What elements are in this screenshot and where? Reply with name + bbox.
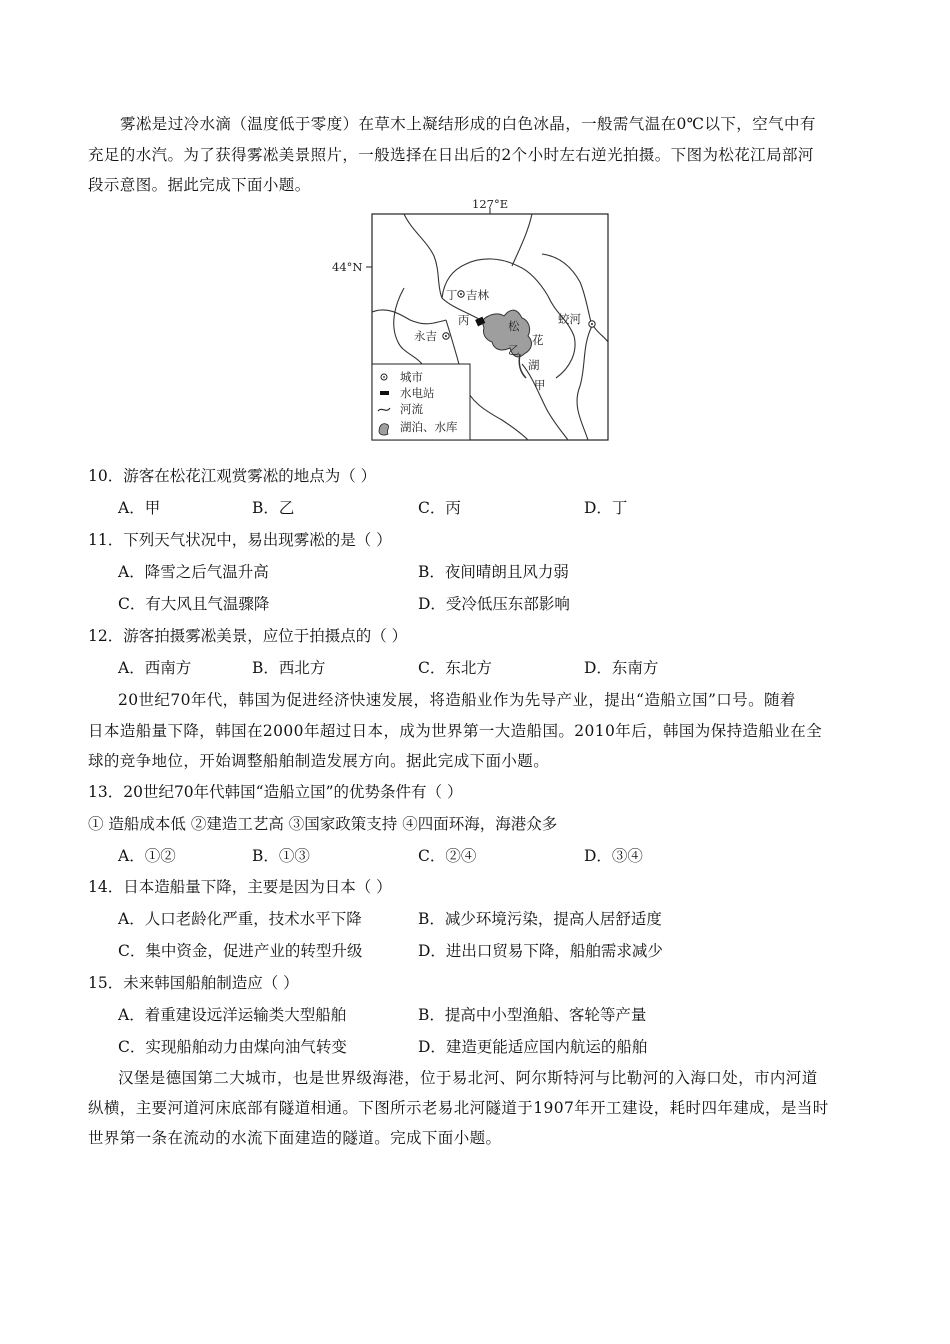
question-13-statements: ① 造船成本低 ②建造工艺高 ③国家政策支持 ④四面环海，海港众多 (88, 815, 558, 833)
question-15-option-a: A．着重建设远洋运输类大型船舶 (118, 1006, 347, 1024)
label-hua: 花 (532, 333, 544, 347)
question-10-option-c: C．丙 (418, 499, 461, 517)
question-10-option-a: A．甲 (118, 499, 161, 517)
river (372, 310, 446, 324)
question-15-option-c: C．实现船舶动力由煤向油气转变 (118, 1038, 347, 1056)
question-12-option-d: D．东南方 (584, 659, 659, 677)
legend-city: 城市 (400, 370, 423, 384)
passage2-line2: 日本造船量下降，韩国在2000年超过日本，成为世界第一大造船国。2010年后，韩国为保持造船业在全 (88, 722, 822, 740)
passage2-line3: 球的竞争地位，开始调整船舶制造发展方向。据此完成下面小题。 (88, 752, 550, 770)
passage2-line1: 20世纪70年代，韩国为促进经济快速发展，将造船业作为先导产业，提出“造船立国”口号。随着 (118, 691, 796, 709)
question-15-option-b: B．提高中小型渔船、客轮等产量 (418, 1006, 647, 1024)
label-jiaohe: 蛟河 (558, 312, 581, 326)
legend-hydro-icon (380, 391, 389, 395)
question-14-option-b: B．减少环境污染，提高人居舒适度 (418, 910, 662, 928)
river (512, 214, 532, 266)
label-jilin: 吉林 (466, 288, 489, 302)
legend-lake-icon (379, 424, 389, 435)
question-12-stem: 12．游客拍摄雾凇美景，应位于拍摄点的（ ） (88, 627, 408, 645)
songhua-river-map (332, 196, 610, 444)
question-11-option-b: B．夜间晴朗且风力弱 (418, 563, 569, 581)
songhua-lake (482, 310, 531, 357)
longitude-label: 127°E (472, 197, 509, 211)
question-14-option-d: D．进出口贸易下降，船舶需求减少 (418, 942, 663, 960)
passage3-line1: 汉堡是德国第二大城市，也是世界级海港，位于易北河、阿尔斯特河与比勒河的入海口处，市内河道 (118, 1069, 818, 1087)
river (394, 288, 422, 364)
question-12-option-c: C．东北方 (418, 659, 492, 677)
river (404, 214, 482, 321)
question-13-option-c: C．②④ (418, 847, 477, 865)
label-bing: 丙 (458, 313, 470, 327)
river (519, 354, 526, 378)
legend-river: 河流 (400, 402, 423, 416)
question-14-stem: 14．日本造船量下降，主要是因为日本（ ） (88, 878, 392, 896)
legend-lake: 湖泊、水库 (400, 420, 458, 434)
question-10-option-d: D．丁 (584, 499, 628, 517)
river (522, 364, 568, 440)
question-11-option-c: C．有大风且气温骤降 (118, 595, 270, 613)
label-yi: 乙 (508, 343, 520, 357)
question-10-stem: 10．游客在松花江观赏雾凇的地点为（ ） (88, 467, 377, 485)
label-jia: 甲 (534, 378, 546, 392)
label-hu: 湖 (528, 358, 540, 372)
question-13-option-a: A．①② (118, 847, 176, 865)
question-14-option-a: A．人口老龄化严重，技术水平下降 (118, 910, 362, 928)
label-yongji: 永吉 (414, 329, 437, 343)
question-13-stem: 13．20世纪70年代韩国“造船立国”的优势条件有（ ） (88, 783, 463, 801)
question-11-option-d: D．受冷低压东部影响 (418, 595, 570, 613)
passage1-line1: 雾凇是过冷水滴（温度低于零度）在草木上凝结形成的白色冰晶，一般需气温在0℃以下，空气中有 (120, 115, 816, 133)
latitude-label: 44°N (332, 260, 363, 274)
question-15-option-d: D．建造更能适应国内航运的船舶 (418, 1038, 648, 1056)
passage1-line3: 段示意图。据此完成下面小题。 (88, 176, 311, 194)
river (577, 326, 592, 440)
question-11-option-a: A．降雪之后气温升高 (118, 563, 269, 581)
question-11-stem: 11．下列天气状况中，易出现雾凇的是（ ） (88, 531, 392, 549)
question-13-option-d: D．③④ (584, 847, 643, 865)
question-15-stem: 15．未来韩国船舶制造应（ ） (88, 974, 299, 992)
question-10-option-b: B．乙 (252, 499, 295, 517)
label-ding: 丁 (446, 288, 458, 302)
passage3-line3: 世界第一条在流动的水流下面建造的隧道。完成下面小题。 (88, 1129, 502, 1147)
question-12-option-b: B．西北方 (252, 659, 326, 677)
passage3-line2: 纵横，主要河道河床底部有隧道相通。下图所示老易北河隧道于1907年开工建设，耗时四年建成，是当时 (88, 1099, 829, 1117)
passage1-line2: 充足的水汽。为了获得雾凇美景照片，一般选择在日出后的2个小时左右逆光拍摄。下图为松花江局部河 (88, 146, 814, 164)
river (548, 296, 575, 378)
question-14-option-c: C．集中资金，促进产业的转型升级 (118, 942, 363, 960)
legend-hydro: 水电站 (400, 386, 435, 400)
question-13-option-b: B．①③ (252, 847, 310, 865)
label-song: 松 (508, 319, 520, 333)
question-12-option-a: A．西南方 (118, 659, 192, 677)
